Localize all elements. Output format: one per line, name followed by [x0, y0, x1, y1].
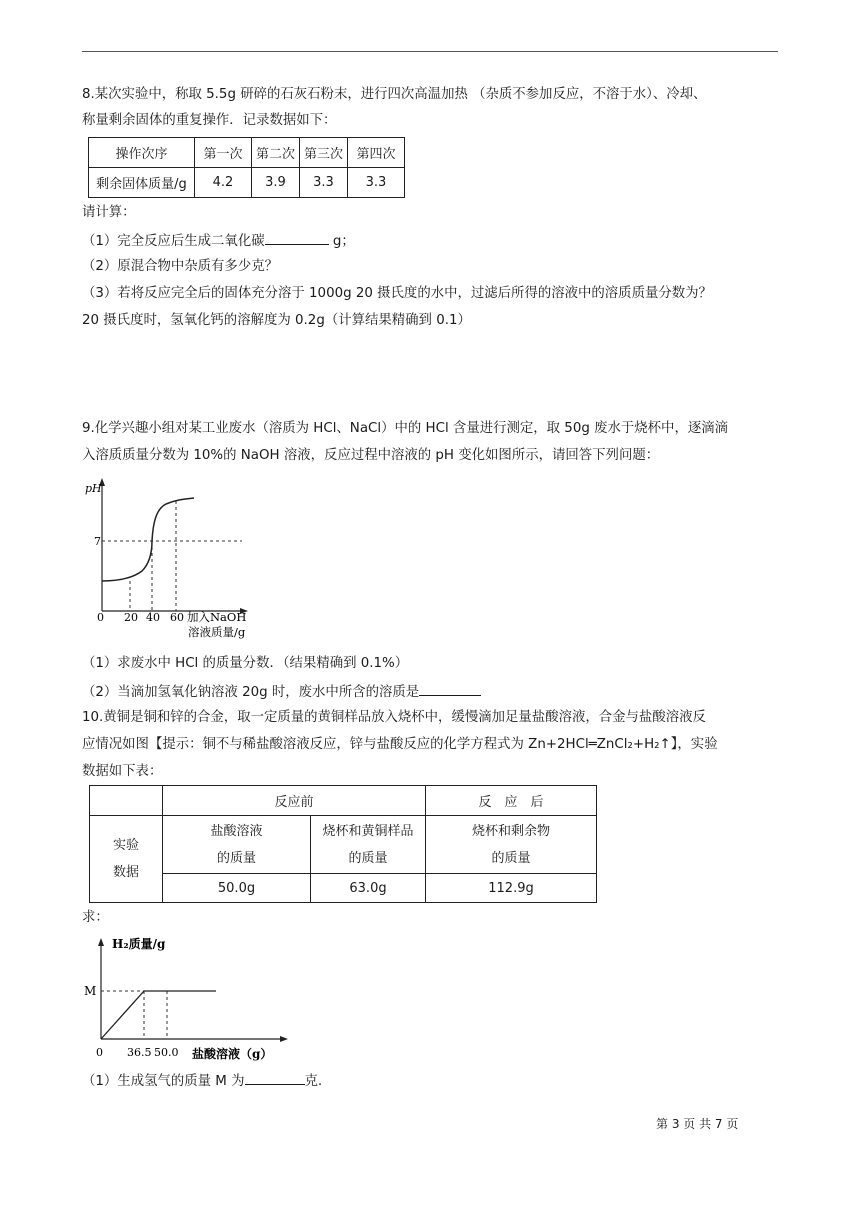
- q8-sub1-unit: g；: [332, 234, 355, 249]
- col-header-line-1: 烧杯和剩余物: [471, 823, 550, 839]
- q8-sub3-line-1: （3）若将反应完全后的固体充分溶于 1000g 20 摄氏度的水中，过滤后所得的溶液中的溶质质量分数为？: [82, 286, 712, 301]
- table-header-cell: 第二次: [252, 138, 300, 168]
- table-row-label: 剩余固体质量/g: [89, 168, 195, 198]
- q10-text-line-1: 10.黄铜是铜和锌的合金，取一定质量的黄铜样品放入烧杯中，缓慢滴加足量盐酸溶液，合金与盐酸溶液反: [82, 710, 706, 725]
- col-header-line-1: 烧杯和黄铜样品: [322, 823, 414, 839]
- h2-line: [101, 991, 216, 1039]
- table-corner-cell: [90, 786, 163, 816]
- x-tick-label-20: 20: [124, 611, 138, 624]
- x-axis-label-line-1: 加入NaOH: [187, 610, 247, 624]
- y-tick-label-7: 7: [94, 535, 101, 548]
- row-label-line-1: 实验: [112, 838, 139, 853]
- table-header-cell: 操作次序: [89, 138, 195, 168]
- y-axis-arrow: [98, 938, 104, 946]
- ph-curve: [102, 498, 194, 581]
- q8-sub3-line-2: 20 摄氏度时，氢氧化钙的溶解度为 0.2g（计算结果精确到 0.1）: [82, 313, 471, 328]
- page-number: 第 3 页 共 7 页: [656, 1117, 739, 1131]
- x-axis-label: 盐酸溶液（g）: [192, 1047, 273, 1061]
- q8-sub1-text: （1）完全反应后生成二氧化碳: [82, 234, 265, 249]
- table-header-cell: 第四次: [348, 138, 405, 168]
- table-row: [90, 874, 597, 903]
- q10-sub1-text: （1）生成氢气的质量 M 为: [82, 1074, 245, 1089]
- x-origin-label: 0: [96, 1046, 103, 1059]
- q8-sub1: [82, 230, 355, 252]
- col-header-line-2: 的质量: [348, 850, 388, 866]
- x-tick-label-60: 60: [170, 611, 184, 624]
- table-row: [89, 138, 405, 168]
- y-tick-label-m: M: [84, 984, 97, 998]
- q9-sub2-text: （2）当滴加氢氧化钠溶液 20g 时，废水中所含的溶质是: [82, 685, 420, 700]
- table-header-cell: 第一次: [195, 138, 252, 168]
- table-row: [90, 816, 597, 874]
- table-header-cell: [426, 816, 597, 874]
- q8-data-table: [88, 137, 405, 198]
- q9-sub1: （1）求废水中 HCl 的质量分数．（结果精确到 0.1%）: [82, 656, 409, 671]
- table-cell: 50.0g: [163, 874, 311, 903]
- table-cell: 63.0g: [311, 874, 426, 903]
- q9-ph-chart: [82, 473, 272, 643]
- header-rule: [82, 51, 778, 52]
- q9-sub2: [82, 681, 481, 703]
- table-cell: 4.2: [195, 168, 252, 198]
- q9-text-line-1: 9.化学兴趣小组对某工业废水（溶质为 HCl、NaCl）中的 HCl 含量进行测定，取 50g 废水于烧杯中，逐滴滴: [82, 421, 729, 436]
- x-axis-label-line-2: 溶液质量/g: [188, 625, 246, 639]
- table-row: [90, 786, 597, 816]
- q10-data-table: [89, 785, 597, 903]
- table-header-cell: [311, 816, 426, 874]
- q10-sub1-unit: 克.: [304, 1074, 323, 1089]
- q8-text-line-2: 称量剩余固体的重复操作．记录数据如下：: [82, 113, 337, 128]
- q10-prompt: 求：: [82, 910, 109, 925]
- y-axis-label: H₂质量/g: [112, 937, 166, 951]
- y-axis-label: pH: [85, 482, 102, 495]
- answer-blank[interactable]: [245, 1070, 305, 1085]
- q10-h2-chart: [82, 930, 297, 1065]
- col-header-line-1: 盐酸溶液: [210, 823, 263, 839]
- q10-text-line-2: 应情况如图【提示：铜不与稀盐酸溶液反应，锌与盐酸反应的化学方程式为 Zn+2HCl═ZnCl₂+H₂↑】，实验: [82, 737, 718, 752]
- table-row-label: [90, 816, 163, 903]
- q8-text-line-1: 8.某次实验中，称取 5.5g 研碎的石灰石粉末，进行四次高温加热 （杂质不参加反应，不溶于水）、冷却、: [82, 87, 707, 102]
- q10-sub1: [82, 1070, 322, 1092]
- table-header-after: 反 应 后: [426, 786, 597, 816]
- answer-blank[interactable]: [419, 681, 481, 696]
- table-cell: 3.3: [348, 168, 405, 198]
- table-header-before: 反应前: [163, 786, 426, 816]
- table-cell: 3.9: [252, 168, 300, 198]
- q8-prompt: 请计算：: [82, 205, 136, 220]
- table-row: [89, 168, 405, 198]
- x-tick-label-50: 50.0: [154, 1046, 179, 1059]
- answer-blank[interactable]: [265, 230, 329, 245]
- col-header-line-2: 的质量: [491, 850, 531, 866]
- table-cell: 3.3: [300, 168, 348, 198]
- table-header-cell: 第三次: [300, 138, 348, 168]
- q9-text-line-2: 入溶质质量分数为 10%的 NaOH 溶液，反应过程中溶液的 pH 变化如图所示，请回答下列问题：: [82, 448, 660, 463]
- q10-text-line-3: 数据如下表：: [82, 764, 163, 779]
- x-axis-arrow: [280, 1036, 288, 1042]
- q8-sub2: （2）原混合物中杂质有多少克？: [82, 259, 278, 274]
- x-origin-label: 0: [97, 611, 104, 624]
- table-cell: 112.9g: [426, 874, 597, 903]
- x-tick-label-36-5: 36.5: [127, 1046, 152, 1059]
- col-header-line-2: 的质量: [216, 850, 256, 866]
- table-header-cell: [163, 816, 311, 874]
- x-tick-label-40: 40: [146, 611, 160, 624]
- row-label-line-2: 数据: [112, 865, 139, 880]
